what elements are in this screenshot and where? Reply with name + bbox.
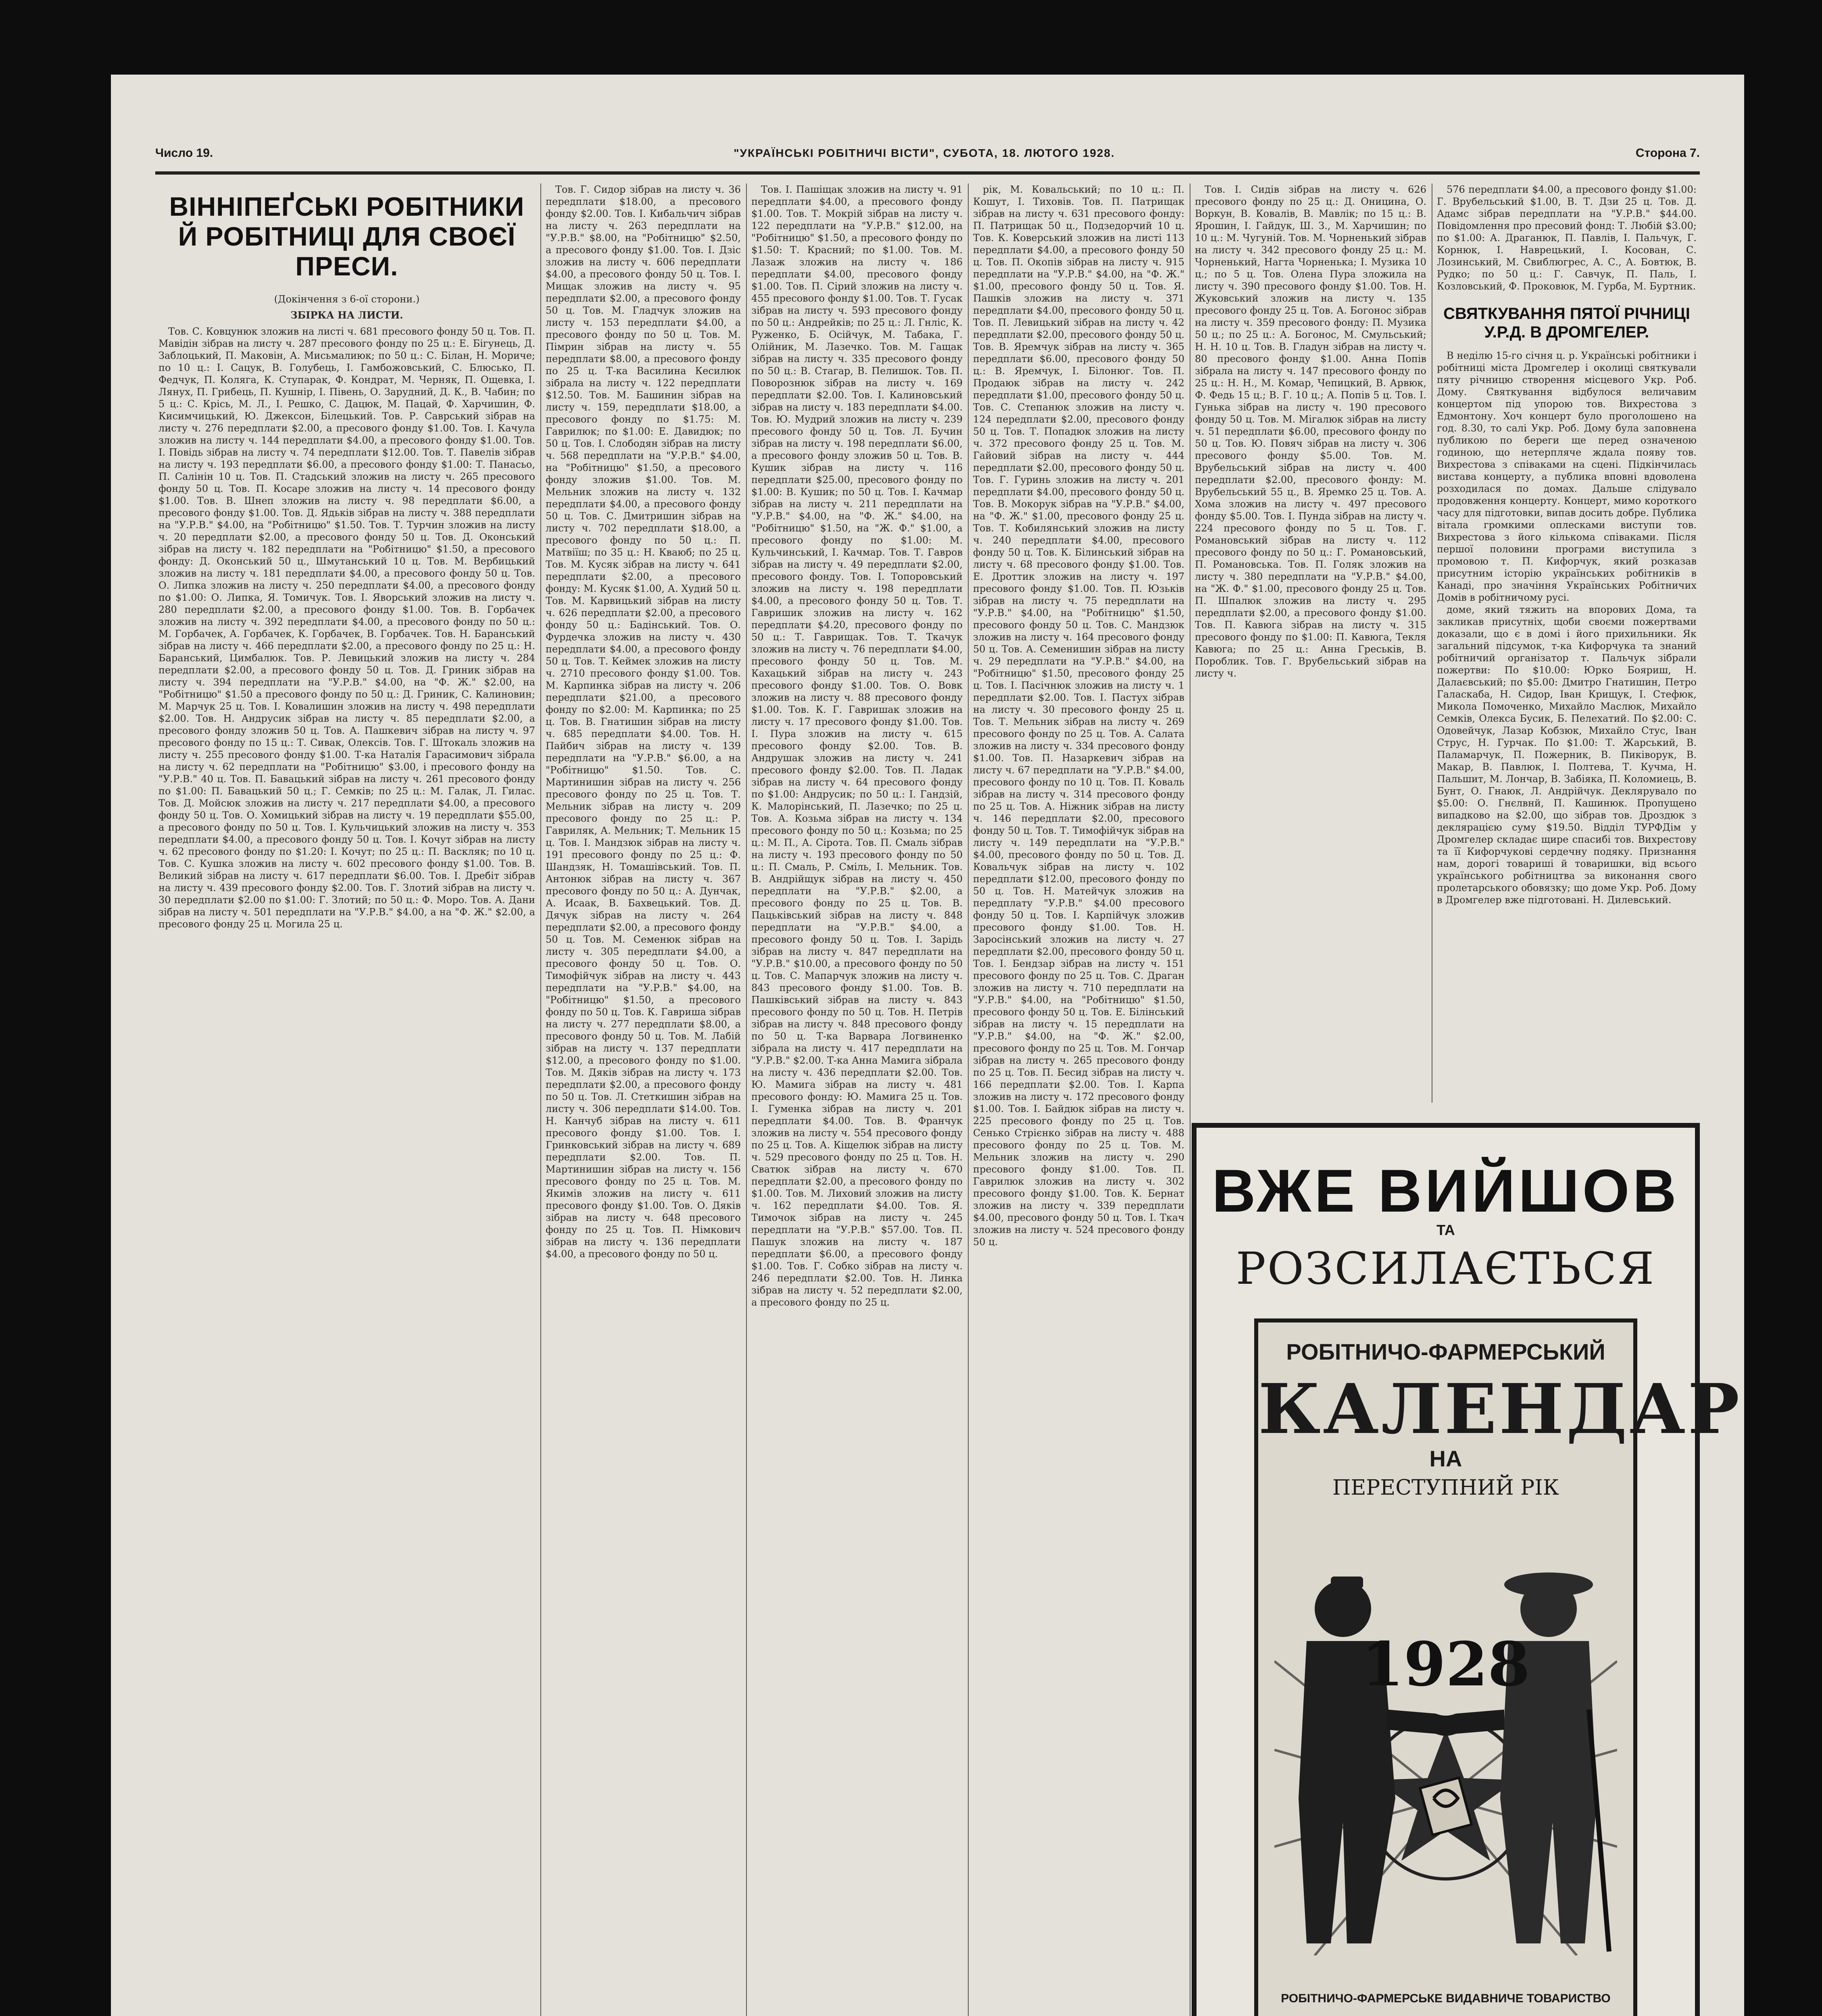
farmer-figure-icon [1500,1572,1597,1943]
article-text: рік, М. Ковальський; по 10 ц.: П. Кошут, І. Тиховів. Тов. П. Патрищак зібрав на листу ч. 631 пресового фонду: П. Патрищак 50 ц., Подзедорчий 10 ц. Тов. К. Коверський зложив на листі 113 передплати $4.00, а пресового фонду 50 ц. Тов. П. Окопів зібрав на листу ч. 915 передплати на "У.Р.В." $4.00, на "Ф. Ж." $1.00, пресового фонду 50 ц. Тов. Я. Пашків зложив на листу ч. 371 передплати $4.00, пресового фонду 50 ц. Тов. П. Левицький зібрав на листу ч. 42 передплати $2.00, пресового фонду 50 ц. Тов. В. Яремчук зібрав на листу ч. 365 передплати $6.00, пресового фонду 50 ц.: В. Яремчук, І. Білонюг. Тов. П. Продаюк зібрав на листу ч. 242 передплати $1.00, пресового фонду 50 ц. Тов. С. Степанюк зложив на листу ч. 124 передплати $2.00, пресового фонду 50 ц. Тов. Т. Попадюк зложив на листу ч. 372 пресового фонду 25 ц. Тов. М. Гайовий зібрав на листу ч. 444 передплати $2.00, пресового фонду 50 ц. Тов. Г. Гуринь зложив на листу ч. 201 передплати $4.00, пресового фонду 50 ц. Тов. В. Мокорук зібрав на "У.Р.В." $4.00, на "Ф. Ж." $1.00, пресового фонду 25 ц. Тов. Т. Кобилянський зложив на листу ч. 240 передплати $4.00, пресового фонду 50 ц. Тов. К. Білинський зібрав на листу ч. 68 пресового фонду $1.00. Тов. Е. Дроттик зложив на листу ч. 197 пресового фонду $1.00. Тов. П. Юзьків зібрав на листу ч. 75 передплати на "У.Р.В." $4.00, на "Робітницю" $1.50, пресового фонду 50 ц. Тов. С. Мандзюк зложив на листу ч. 164 пресового фонду 50 ц. Тов. А. Семенишин зібрав на листу ч. 29 передплати на "У.Р.В." $4.00, на "Робітницю" $1.50, пресового фонду 25 ц. Тов. І. Пасічнюк зложив на листу ч. 1 передплати $2.00. Тов. І. Пастух зібрав на листу ч. 30 пресового фонду 25 ц. Тов. Т. Мельник зібрав на листу ч. 269 пресового фонду по 25 ц. Тов. А. Салата зложив на листу ч. 334 пресового фонду $1.00. Тов. П. Назаркевич зібрав на листу ч. 67 передплати на "У.Р.В." $4.00, пресового фонду по 10 ц. Тов. П. Коваль зібрав на листу ч. 314 пресового фонду по 25 ц. Тов. А. Ніжник зібрав на листу ч. 146 передплати $2.00, пресового фонду 50 ц. Тов. Т. Тимофійчук зібрав на листу ч. 149 передплати на "У.Р.В." $4.00, пресового фонду по 50 ц. Тов. Д. Ковальчук зібрав на листу ч. 102 передплати $12.00, пресового фонду по 50 ц. Тов. Н. Матейчук зложив на передплату "У.Р.В." $4.00 пресового фонду 50 ц. Тов. І. Карпійчук зложив пресового фонду $1.00. Тов. Н. Заросінський зложив на листу ч. 27 передплати $2.00, пресового фонду 50 ц. Тов. І. Бендзар зібрав на листу ч. 151 пресового фонду по 25 ц. Тов. С. Драган зложив на листу ч. 710 передплати на "У.Р.В." $4.00, на "Робітницю" $1.50, пресового фонду 50 ц. Тов. Е. Білінський зібрав на листу ч. 15 передплати на "У.Р.В." $4.00, на "Ф. Ж." $2.00, пресового фонду по 25 ц. Тов. М. Гончар зібрав на листу ч. 265 пресового фонду по 25 ц. Тов. П. Бесид зібрав на листу ч. 166 передплати $2.00. Тов. І. Карпа зложив на листу ч. 172 пресового фонду $1.00. Тов. І. Байдюк зібрав на листу ч. 225 пресового фонду по 25 ц. Тов. Сенько Стрієнко зібрав на листу ч. 488 пресового фонду по 25 ц. Тов. М. Мельник зложив на листу ч. 290 пресового фонду $1.00. Тов. П. Гаврилюк зложив на листу ч. 302 пресового фонду $1.00. Тов. К. Бернат зложив на листу ч. 339 передплати $4.00, пресового фонду 50 ц. Тов. І. Ткач зложив на листу ч. 524 пресового фонду 50 ц. [973,184,1185,1248]
page-number: Сторона 7. [1635,146,1700,160]
section-title: ЗБІРКА НА ЛИСТИ. [290,309,403,321]
celebration-headline: СВЯТКУВАННЯ ПЯТОЇ РІЧНИЦІ У.Р.Д. В ДРОМГЕЛЕР. [1443,305,1690,341]
calendar-na: НА [1429,1446,1462,1471]
column-1 [155,183,538,2016]
column-3 [748,183,966,2016]
article-text: Тов. І. Сидів зібрав на листу ч. 626 пресового фонду по 25 ц.: Д. Оницина, О. Воркун, В. Ковалів, В. Мавлік; по 15 ц.: В. Ярошин, І. Гайдук, Ш. З., М. Харчишин; по 10 ц.: М. Чугуній. Тов. М. Чорненький зібрав на листу ч. 342 пресового фонду 25 ц.: М. Чорненький, Нагта Чорненька; І. Музика 10 ц.; по 5 ц. Тов. Олена Пура зложила на листу ч. 390 пресового фонду $1.00. Тов. Н. Жуковський зложив на листу ч. 135 пресового фонду 25 ц. Тов. А. Богонос зібрав на листу ч. 359 пресового фонду: П. Музика 50 ц.; по 25 ц.: А. Богонос, М. Смульський; Н. Н. 10 ц. Тов. В. Гладун зібрав на листу ч. 80 пресового фонду $1.00. Анна Попів зібрала на листу ч. 147 пресового фонду по 25 ц.: Н. Н., М. Комар, Чепицкий, В. Арвюк, Ф. Федь 15 ц.; В. Г. 10 ц.; А. Попів 5 ц. Тов. І. Гунька зібрав на листу ч. 190 пресового фонду 50 ц. Тов. М. Мігалюк зібрав на листу ч. 51 передплати $6.00, пресового фонду по 50 ц. Тов. Ю. Повяч зібрав на листу ч. 306 пресового фонду $5.00. Тов. М. Врубельський зібрав на листу ч. 400 передплати $2.00, пресового фонду: М. Врубельський 55 ц., В. Яремко 25 ц. Тов. А. Хома зложив на листу ч. 497 пресового фонду $5.00. Тов. І. Пунда зібрав на листу ч. 224 пресового фонду по 5 ц. Тов. Г. Романовський зібрав на листу ч. 112 пресового фонду по 50 ц.: Г. Романовський, П. Романовська. Тов. П. Голяк зложив на листу ч. 380 передплати на "У.Р.В." $4.00, на "Ж. Ф." $1.00, пресового фонду 25 ц. Тов. П. Шпалюк зложив на листу ч. 295 передплати $2.00, а пресового фонду $1.00. Тов. П. Кавюга зібрав на листу ч. 315 пресового фонду по $1.00: П. Кавюга, Текля Кавюга; по 25 ц.: Анна Греськів, В. Пороблик. Тов. Г. Врубельський зібрав на листу ч. [1195,184,1426,679]
newspaper-page [111,75,1744,2016]
column-rule [540,183,541,2016]
column-6 [1434,183,1700,1103]
calendar-publisher: РОБІТНИЧО-ФАРМЕРСЬКЕ ВИДАВНИЧЕ ТОВАРИСТВО [1281,1992,1611,2005]
handshake-icon [1387,1710,1504,1736]
newspaper-title-date: "УКРАЇНСЬКІ РОБІТНИЧІ ВІСТИ", СУБОТА, 18. ЛЮТОГО 1928. [734,147,1115,159]
ad-headline: ВЖЕ ВИЙШОВ [1212,1157,1680,1225]
ad-headline-2: РОЗСИЛАЄТЬСЯ [1236,1243,1656,1294]
ad-connector: ТА [1436,1222,1455,1238]
article-headline: ВІННІПЕҐСЬКІ РОБІТНИКИ Й РОБІТНИЦІ ДЛЯ СВОЄЇ ПРЕСИ. [169,192,525,281]
column-5 [1192,183,1430,1103]
calendar-title-2: КАЛЕНДАР [1258,1369,1742,1450]
calendar-year: 1928 [1361,1629,1530,1700]
calendar-advertisement [1192,1123,1742,2016]
issue-number: Число 19. [155,146,213,160]
calendar-title-1: РОБІТНИЧО-ФАРМЕРСЬКИЙ [1286,1339,1605,1364]
column-rule [746,183,747,2016]
masthead [155,135,1700,175]
calendar-cover [1254,1318,1742,2016]
continuation-note: (Докінчення з 6-ої сторони.) [274,294,420,305]
celebration-text: В неділю 15-го січня ц. р. Українські робітники і робітниці міста Дромгелер і околиці святкували пяту річницю створення місцевого Укр. Роб. Дому. Святкування відбулося величавим концертом під упорою тов. Вихрестова з Едмонтону. Хоч концерт було проголошено на год. 8.30, то салі Укр. Роб. Дому була заповнена публикою по береги ще перед означеною годиною, що нетерпляче ждала появу тов. Вихрестова з співаками на сцені. Підкінчилась вистава концерту, а публика вповні вдоволена розходилася по домах. Дальше слідувало продовження концерту. Концерт, мимо короткого часу для підготовки, випав досить добре. Публика вітала громкими оплесками виступи тов. Вихрестова з його кількома співаками. Після першої половини програми виступила з промовою т. П. Кифорчук, який розказав присутним історію українських робітників в Канаді, про значіння Українських Робітничих Домів в робітничому русі. [1437,350,1697,603]
column-4 [970,183,1188,2016]
article-text: Тов. С. Ковцунюк зложив на листі ч. 681 пресового фонду 50 ц. Тов. П. Мавідін зібрав на листу ч. 287 пресового фонду по 25 ц.: Е. Бігунець, Д. Заблоцький, П. Маковін, А. Мисьмалиюк; по 50 ц.: С. Білан, Н. Мориче; по 10 ц.: І. Сацук, В. Голубець, І. Гамбожовський, С. Блюсько, П. Федчук, П. Коляга, К. Ступарак, Ф. Кондрат, М. Черняк, П. Ощевка, І. Лянух, П. Грибець, П. Кушнір, І. Півень, О. Зарудний, Д. К., В. Чабин; по 5 ц.: С. Крісь, М. Л., І. Решко, С. Дацюк, М. Пацай, Ф. Харчишин, Ф. Кисимчицький, Ю. Джексон, Білецький. Тов. Р. Саврський зібрав на листу ч. 276 передплати $2.00, а пресового фонду $1.00. Тов. І. Качула зложив на листу ч. 144 передплати $4.00, а пресового фонду $1.00. Тов. І. Повідь зібрав на листу ч. 74 передплати $12.00. Тов. Т. Павелів зібрав на листу ч. 193 передплати $6.00, а пресового фонду $1.00: Т. Панасьо, П. Салінін 10 ц. Тов. П. Стадський зложив на листу ч. 265 пресового фонду 50 ц. Тов. П. Косаре зложив на листу ч. 14 пресового фонду $1.00. Тов. В. Шнеп зложив на листу ч. 98 передплати $6.00, а пресового фонду $1.00. Тов. Д. Ядьків зібрав на листу ч. 388 передплати на "У.Р.В." $4.00, на "Робітницю" $1.50. Тов. Т. Турчин зложив на листу ч. 20 передплати $2.00, а пресового фонду 50 ц. Тов. Д. Оконський зібрав на листу ч. 182 передплати на "Робітницю" $1.50, а пресового фонду: Д. Оконський 50 ц., Шмутанський 10 ц. Тов. М. Вербицький зложив на листу ч. 181 передплати $4.00, а пресового фонду 50 ц. Тов. О. Липка зложив на листу ч. 250 передплати $4.00, а пресового фонду по $1.00: О. Липка, Я. Томичук. Тов. І. Яворський зложив на листу ч. 280 передплати $2.00, а пресового фонду $1.00. Тов. В. Горбачек зложив на листу ч. 392 передплати $4.00, а пресового фонду по 50 ц.: М. Горбачек, А. Горбачек, К. Горбачек, В. Горбачек. Тов. Н. Баранський зібрав на листу ч. 466 передплати $2.00, а пресового фонду по 25 ц.: Н. Баранський, Цимбалюк. Тов. Р. Левицький зложив на листу ч. 284 передплати $2.00, а пресового фонду 50 ц. Тов. Д. Гриник зібрав на листу ч. 394 передплати на "У.Р.В." $4.00, на "Ф. Ж." $2.00, на "Робітницю" $1.50 а пресового фонду по 50 ц.: Д. Гриник, С. Калиновин; М. Марчук 25 ц. Тов. І. Ковалишин зложив на листу ч. 498 передплати $2.00. Тов. Н. Андрусик зібрав на листу ч. 85 передплати $2.00, а пресового фонду зложив 50 ц. Тов. А. Пашкевич зібрав на листу ч. 97 пресового фонду по 15 ц.: Т. Сивак, Олексів. Тов. Г. Штокаль зложив на листу ч. 255 пресового фонду $1.00. Т-ка Наталія Гарасимович зібрала на листу ч. 62 передплати на "Робітницю" $3.00, і пресового фонду на "У.Р.В." 40 ц. Тов. П. Бавацький зібрав на листу ч. 261 пресового фонду по $1.00: П. Бавацький 50 ц.; Г. Семків; по 25 ц.: М. Галак, Л. Гилас. Тов. Д. Мойсюк зложив на листу ч. 217 передплати $4.00, а пресового фонду 50 ц. Тов. О. Хомицький зібрав на листу ч. 19 передплати $55.00, а пресового фонду по 50 ц. Тов. І. Кульчицький зложив на листу ч. 353 передплати $4.00, а пресового фонду 50 ц. Тов. І. Кочут зібрав на листу ч. 62 пресового фонду по $1.20: І. Кочут; по 25 ц.: П. Васкляк; по 10 ц. Тов. С. Кушка зложив на листу ч. 602 пресового фонду $1.00. Тов. В. Великий зібрав на листу ч. 617 передплати $6.00. Тов. І. Дребіт зібрав на листу ч. 439 пресового фонду $2.00. Тов. Г. Злотий зібрав на листу ч. 30 передплати $2.00 по $1.00: Г. Злотий; по 50 ц.: Ф. Моро. Тов. А. Дани зібрав на листу ч. 501 передплати на "У.Р.В." $4.00, а на "Ф. Ж." $2.00, а пресового фонду 25 ц. Могила 25 ц. [158,326,535,930]
article-text: доме, який тяжить на впорових Дома, та закликав присутніх, щоби своєми пожертвами доказали, що є в домі і його прихильники. Як загальний підсумок, т-ка Кифорчука та знаний робітничий організатор т. Пальчук зібрали пожертви: По $10.00: Юрко Бояриш, Н. Далаєвський; по $5.00: Дмитро Гнатишин, Петро Галаскаба, Н. Сидор, Іван Крищук, І. Стефюк, Микола Помоченко, Михайло Маслюк, Михайло Семків, Олекса Бусик, Б. Пелехатий. По $2.00: С. Одовейчук, Лазар Кобзюк, Михайло Стус, Іван Струс, Н. Гурчак. По $1.00: Т. Жарський, В. Паламарчук, П. Пожерник, В. Пиківорук, В. Макар, В. Павлюк, І. Полтева, Т. Кучма, Н. Пальшит, М. Лончар, В. Забіяка, П. Коломиець, В. Бунт, О. Гнаюк, Л. Андрійчук. Деклярувало по $5.00: О. Гнєлвнй, П. Кашинюк. Пропущено випадково на $2.00, що зібрав тов. Дроздюк з деклярацією суму $19.50. Відділ ТУРФДім у Дромгелер складає щире спасибі тов. Вихрестову та її Кифорчукові сердечну подяку. Признання нам, дорогі товариші й товаришки, від всього українського робітництва за виконання свого пролетарського обовязку; що доме Укр. Роб. Дому в Дромгелер вже підготовані. Н. Дилевський. [1437,604,1697,906]
article-text: Тов. І. Пашіщак зложив на листу ч. 91 передплати $4.00, а пресового фонду $1.00. Тов. Т. Мокрій зібрав на листу ч. 122 передплати на "У.Р.В." $12.00, на "Робітницю" $1.50, а пресового фонду по $1.50: Т. Красний; по $1.00. Тов. М. Лазаж зложив на листу ч. 186 передплати $4.00, пресового фонду $1.00. Тов. П. Сірий зложив на листу ч. 455 пресового фонду $1.00. Тов. Т. Гусак зібрав на листу ч. 593 пресового фонду по 50 ц.: Андрейків; по 25 ц.: Л. Гнліс, К. Руженко, Б. Осійчук, М. Табака, Г. Олійник, М. Лазечко. Тов. М. Гащак зібрав на листу ч. 335 пресового фонду по 50 ц.: В. Стагар, В. Пелишок. Тов. П. Поворознюк зібрав на листу ч. 169 передплати $2.00. Тов. І. Калиновський зібрав на листу ч. 183 передплати $4.00. Тов. Ю. Мудрий зложив на листу ч. 239 пресового фонду 50 ц. Тов. Л. Бучин зібрав на листу ч. 198 передплати $6.00, а пресового фонду зложив 50 ц. Тов. В. Кушик зібрав на листу ч. 116 передплати $25.00, пресового фонду по $1.00: В. Кушик; по 50 ц. Тов. І. Качмар зібрав на листу ч. 211 передплати на "У.Р.В." $4.00, на "Ф. Ж." $4.00, на "Робітницю" $1.50, на "Ж. Ф." $1.00, а пресового фонду по $1.00: М. Кульчинський, І. Качмар. Тов. Т. Гавров зібрав на листу ч. 49 передплати $2.00, пресового фонду. Тов. І. Топоровський зложив на листу ч. 198 передплати $4.00, а пресового фонду 50 ц. Тов. Т. Гавришик зложив на листу ч. 162 передплати $4.20, пресового фонду по 50 ц.: Т. Гаврищак. Тов. Т. Ткачук зложив на листу ч. 76 передплати $4.00, пресового фонду 50 ц. Тов. М. Кахацький зібрав на листу ч. 243 пресового фонду $1.00. Тов. О. Вовк зложив на листу ч. 88 пресового фонду $1.00. Тов. К. Г. Гавришак зложив на листу ч. 17 пресового фонду $1.00. Тов. І. Пура зложив на листу ч. 615 пресового фонду $2.00. Тов. В. Андрушак зложив на листу ч. 241 пресового фонду $2.00. Тов. П. Ладак зібрав на листу ч. 64 пресового фонду по $1.00: Андрусик; по 50 ц.: І. Гандзій, К. Малорінський, П. Лазечко; по 25 ц. Тов. А. Козьма зібрав на листу ч. 134 пресового фонду по 50 ц.: Козьма; по 25 ц.: М. П., А. Сірота. Тов. П. Смаль зібрав на листу ч. 193 пресового фонду по 50 ц.: П. Смаль, Р. Сміль, І. Мельник. Тов. В. Андрійщук зібрав на листу ч. 450 передплати на "У.Р.В." $2.00, а пресового фонду по 25 ц. Тов. В. Пацьківський зібрав на листу ч. 848 передплати на "У.Р.В." $4.00, а пресового фонду 50 ц. Тов. І. Зарідь зібрав на листу ч. 847 передплати на "У.Р.В." $10.00, а пресового фонду по 50 ц. Тов. С. Мапарчук зложив на листу ч. 843 пресового фонду $1.00. Тов. В. Пашківський зібрав на листу ч. 843 пресового фонду по 50 ц. Тов. Н. Петрів зібрав на листу ч. 848 пресового фонду по 50 ц. Т-ка Варвара Логвиненко зібрала на листу ч. 417 передплати на "У.Р.В." $2.00. Т-ка Анна Мамига зібрала на листу ч. 436 передплати $2.00. Тов. Ю. Мамига зібрав на листу ч. 481 пресового фонду: Ю. Мамига 25 ц. Тов. І. Гуменка зібрав на листу ч. 201 передплати $4.00. Тов. В. Франчук зложив на листу ч. 554 пресового фонду по 25 ц. Тов. А. Кіщелюк зібрав на листу ч. 529 пресового фонду по 25 ц. Тов. Н. Сватюк зібрав на листу ч. 670 передплати $2.00, а пресового фонду по $1.00. Тов. М. Лиховий зложив на листу ч. 162 передплати $4.00. Тов. Я. Тимочок зібрав на листу ч. 245 передплати на "У.Р.В." $57.00. Тов. П. Пашук зложив на листу ч. 187 передплати $6.00, а пресового фонду $1.00. Тов. Г. Собко зібрав на листу ч. 246 передплати $2.00. Тов. Н. Линка зібрав на листу ч. 52 передплати $2.00, а пресового фонду по 25 ц. [751,184,963,1308]
worker-farmer-handshake-illustration [1274,1540,1617,1956]
columns [155,183,1742,2016]
article-text: 576 передплати $4.00, а пресового фонду $1.00: Г. Врубельський $1.00, В. Т. Дзи 25 ц. Тов. Д. Адамс зібрав передплати на "У.Р.В." $44.00. Повідомлення про пресовий фонд: Т. Любій $3.00; по $1.00: А. Драганюк, П. Павлів, І. Пальчук, Г. Корнюк, І. Наврецький, І. Косован, С. Лозинський, М. Свиблюгрес, А. С., А. Бовтюк, В. Рудко; по 50 ц.: Г. Савчук, П. Паль, І. Козловський, Ф. Проковюк, М. Гурба, М. Буртник. [1437,184,1697,292]
column-rule [968,183,969,2016]
calendar-title-3: ПЕРЕСТУПНИЙ РІК [1332,1476,1559,1500]
article-text: Тов. Г. Сидор зібрав на листу ч. 36 передплати $18.00, а пресового фонду $2.00. Тов. І. Кибальчич зібрав на листу ч. 263 передплати на "У.Р.В." $8.00, на "Робітницю" $2.50, а пресового фонду $1.00. Тов. І. Дзіс зложив на листу ч. 606 передплати $4.00, а пресового фонду 50 ц. Тов. І. Мищак зложив на листу ч. 95 передплати $2.00, а пресового фонду 50 ц. Тов. М. Гладчук зложив на листу ч. 153 передплати $4.00, а пресового фонду по 50 ц. Тов. М. Пімрин зібрав на листу ч. 55 передплати $8.00, а пресового фонду по 25 ц. Т-ка Василина Кесилюк зібрала на листу ч. 122 передплати $12.50. Тов. М. Башинин зібрав на листу ч. 159, передплати $18.00, а пресового фонду по $1.75: М. Гаврилюк; по $1.00: Е. Давидюк; по 50 ц. Тов. І. Слободян зібрав на листу ч. 568 передплати на "У.Р.В." $4.00, на "Робітницю" $1.50, а пресового фонду зложив $1.00. Тов. М. Мельник зложив на листу ч. 132 передплати $4.00, а пресового фонду 50 ц. Тов. С. Дмитришин зібрав на листу ч. 702 передплати $18.00, а пресового фонду по 50 ц.: П. Матвіїш; по 35 ц.: Н. Кваюб; по 25 ц. Тов. М. Кусяк зібрав на листу ч. 641 передплати $2.00, а пресового фонду: М. Кусяк $1.00, А. Худий 50 ц. Тов. М. Карвицький зібрав на листу ч. 626 передплати $2.00, а пресового фонду 50 ц.: Бадінський. Тов. О. Фурдечка зложив на листу ч. 430 передплати $4.00, а пресового фонду 50 ц. Тов. Т. Кеймек зложив на листу ч. 2710 пресового фонду $1.00. Тов. М. Карпинка зібрав на листу ч. 206 передплати $21.00, а пресового фонду по $2.00: М. Карпинка; по 25 ц. Тов. В. Гнатишин зібрав на листу ч. 685 передплати $4.00. Тов. Н. Пайбич зібрав на листу ч. 139 передплати на "У.Р.В." $6.00, а на "Робітницю" $1.50. Тов. С. Мартинишин зібрав на листу ч. 256 пресового фонду по 25 ц. Тов. Т. Мельник зібрав на листу ч. 209 пресового фонду по 25 ц.: Р. Гавриляк, А. Мельник; Т. Мельник 15 ц. Тов. І. Мандзюк зібрав на листу ч. 191 пресового фонду по 25 ц.: Ф. Шандзяк, Н. Томашівський. Тов. П. Антонюк зібрав на листу ч. 367 пресового фонду по 50 ц.: А. Дунчак, А. Исаак, В. Бахвецький. Тов. Д. Дячук зібрав на листу ч. 264 передплати $2.00, а пресового фонду 50 ц. Тов. М. Семенюк зібрав на листу ч. 305 передплати $4.00, а пресового фонду 50 ц. Тов. О. Тимофійчук зібрав на листу ч. 443 передплати на "У.Р.В." $4.00, на "Робітницю" $1.50, а пресового фонду по 50 ц. Тов. К. Гавриша зібрав на листу ч. 277 передплати $8.00, а пресового фонду 50 ц. Тов. М. Лабій зібрав на листу ч. 137 передплати $12.00, а пресового фонду по $1.00. Тов. М. Дяків зібрав на листу ч. 173 передплати $2.00, а пресового фонду по 50 ц. Тов. Л. Стеткишин зібрав на листу ч. 306 передплати $14.00. Тов. Н. Канчуб зібрав на листу ч. 611 пресового фонду $1.00. Тов. І. Гринковський зібрав на листу ч. 689 передплати $2.00. Тов. П. Мартинишин зібрав на листу ч. 156 пресового фонду по 25 ц. Тов. М. Якимів зложив на листу ч. 611 пресового фонду $1.00. Тов. О. Дяків зібрав на листу ч. 648 пресового фонду по 25 ц. Тов. П. Німкович зібрав на листу ч. 136 передплати $4.00, а пресового фонду по 50 ц. [546,184,741,1260]
column-2 [542,183,744,2016]
